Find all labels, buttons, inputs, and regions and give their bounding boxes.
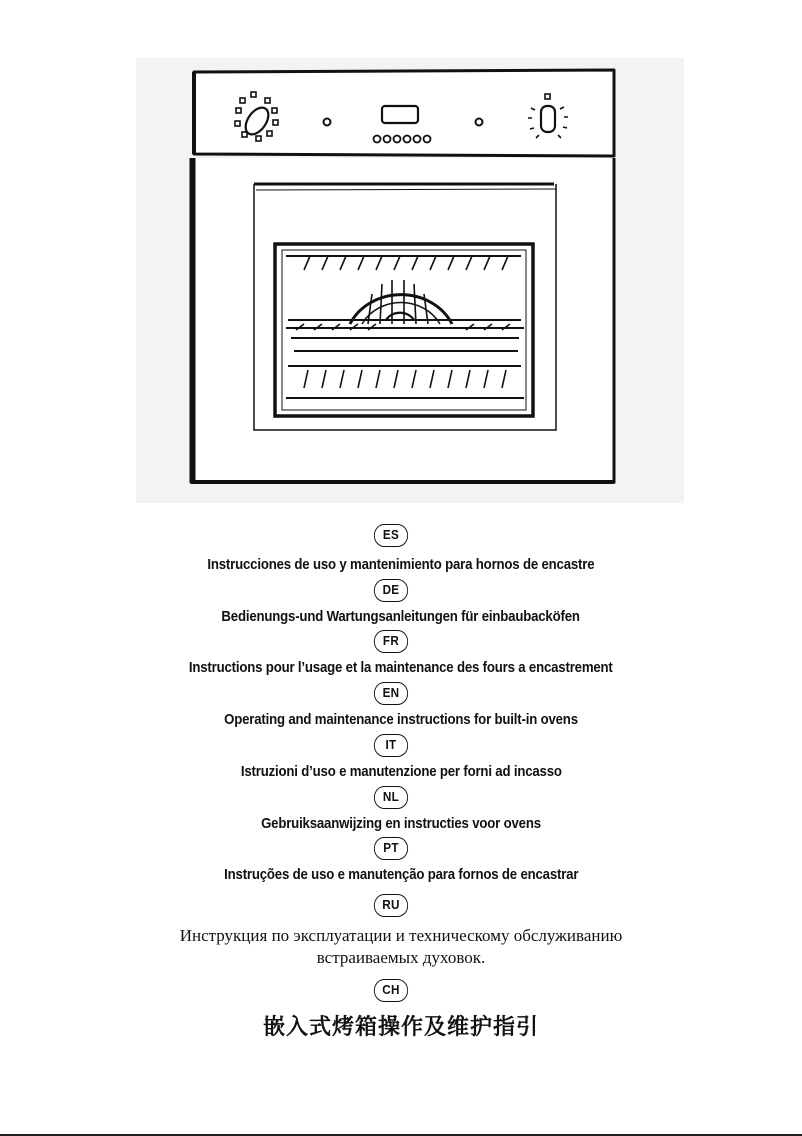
- lang-title-ch: 嵌入式烤箱操作及维护指引: [262, 1015, 539, 1040]
- lang-badge-fr: FR: [374, 630, 408, 653]
- lang-badge-nl: NL: [374, 786, 408, 809]
- oven-drawing: [136, 58, 684, 503]
- lang-badge-de: DE: [374, 579, 408, 602]
- lang-title-es: Instrucciones de uso y mantenimiento para hornos de encastre: [207, 556, 595, 573]
- lang-title-en: Operating and maintenance instructions for built-in ovens: [224, 711, 578, 728]
- lang-title-nl: Gebruiksaanwijzing en instructies voor ovens: [261, 815, 541, 832]
- lang-badge-pt: PT: [374, 837, 408, 860]
- lang-badge-it: IT: [374, 734, 408, 757]
- lang-badge-en: EN: [374, 682, 408, 705]
- oven-illustration: [136, 58, 684, 503]
- lang-badge-es: ES: [374, 524, 408, 547]
- lang-title-ru-line2: встраиваемых духовок.: [316, 948, 486, 967]
- lang-title-fr: Instructions pour l’usage et la maintenance des fours a encastrement: [189, 659, 613, 676]
- lang-title-ru-line1: Инструкция по эксплуатации и техническому обслуживанию: [179, 926, 623, 945]
- lang-title-it: Istruzioni d’uso e manutenzione per forni ad incasso: [240, 763, 562, 780]
- lang-badge-ru: RU: [374, 894, 408, 917]
- lang-badge-ch: CH: [374, 979, 408, 1002]
- lang-title-pt: Instruções de uso e manutenção para fornos de encastrar: [223, 866, 579, 883]
- lang-title-de: Bedienungs-und Wartungsanleitungen für einbaubacköfen: [221, 608, 581, 625]
